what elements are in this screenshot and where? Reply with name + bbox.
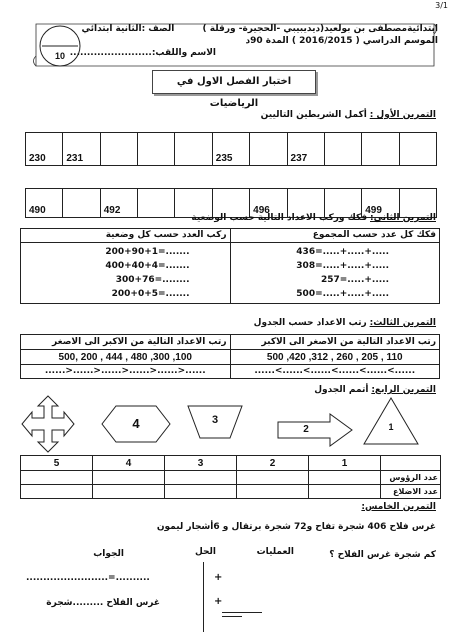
answer-sentence[interactable]: غرس الفلاح .........شجرة — [46, 598, 160, 608]
decompose-item[interactable]: 436=.....+.....+..... — [296, 247, 389, 257]
shapes-col-5: 5 — [21, 456, 93, 471]
ordering-blanks-row — [21, 365, 440, 379]
ex3-heading — [136, 318, 436, 329]
ordering-table — [20, 334, 440, 379]
vertices-label: عدد الرؤوس — [381, 471, 441, 485]
strip-2-cell[interactable]: 492 — [100, 189, 137, 218]
strip-2-cell[interactable]: 496 — [250, 189, 287, 218]
strip-1-cell[interactable] — [138, 133, 175, 166]
addition-line — [222, 612, 262, 613]
strip-2-cell[interactable] — [63, 189, 100, 218]
sides-row — [21, 485, 441, 499]
solution-divider — [203, 562, 204, 632]
sides-cell[interactable] — [309, 485, 381, 499]
ex3-title: التمرين الثالث: — [369, 318, 436, 328]
vertices-cell[interactable] — [237, 471, 309, 485]
ascending-numbers: 500 ,420 ,312 , 260 , 205 , 110 — [230, 350, 440, 365]
exam-title: اختبار الفصل الاول في الرياضيات — [176, 76, 292, 109]
ex5-question: كم شجرة غرس الفلاح ؟ — [329, 550, 436, 560]
arrow-shape — [276, 410, 356, 450]
ex5-heading — [136, 502, 436, 513]
triangle-label: 1 — [388, 422, 394, 432]
col-solution: الحل — [195, 547, 216, 557]
strip-1-cell[interactable] — [324, 133, 361, 166]
plus-sign-1: + — [214, 572, 223, 583]
ordering-numbers-row — [21, 350, 440, 365]
ordering-header-row — [21, 335, 440, 350]
ordering-col-right: رتب الاعداد التالية من الاصغر الى الاكبر — [230, 335, 440, 350]
vertices-cell[interactable] — [309, 471, 381, 485]
answer-equation-line[interactable]: ........................=.......... — [26, 573, 150, 583]
ex4-heading — [136, 385, 436, 396]
strip-1-cell[interactable]: 230 — [26, 133, 63, 166]
ex4-instruction: أتمم الجدول — [314, 385, 369, 395]
shapes-col-4: 4 — [93, 456, 165, 471]
number-strip-1 — [25, 132, 437, 166]
vertices-cell[interactable] — [93, 471, 165, 485]
school-year: الموسم الدراسي ( 2016/2015 ) المدة 90د — [245, 36, 438, 46]
decompose-col-right: فكك كل عدد حسب المجموع — [230, 229, 440, 243]
addition-line-short — [222, 616, 242, 617]
ordering-col-left: رتب الاعداد التالية من الاكبر الى الاصغر — [21, 335, 231, 350]
col-operations: العمليات — [256, 547, 294, 557]
triangle-shape — [362, 396, 420, 446]
ex5-problem: غرس فلاح 406 شجرة تفاح و72 شجرة برتقال و 6أشجار ليمون — [156, 522, 436, 532]
strip-1-cell[interactable] — [250, 133, 287, 166]
plus-sign-2: + — [214, 596, 223, 607]
decompose-item[interactable]: 500=.....+.....+..... — [296, 289, 389, 299]
sides-cell[interactable] — [93, 485, 165, 499]
ex1-instruction: أكمل الشريطين التاليين — [260, 110, 367, 120]
compose-item[interactable]: 200+0+5=....... — [111, 289, 190, 299]
vertices-cell[interactable] — [21, 471, 93, 485]
sides-label: عدد الاضلاع — [381, 485, 441, 499]
shapes-col-2: 2 — [237, 456, 309, 471]
strip-2-cell[interactable]: 499 — [362, 189, 399, 218]
decompose-table — [20, 228, 440, 304]
trapezoid-shape — [186, 404, 244, 440]
strip-1-cell[interactable] — [100, 133, 137, 166]
compose-left-cell — [21, 243, 231, 304]
shapes-col-3: 3 — [165, 456, 237, 471]
ex1-heading — [136, 110, 436, 121]
shapes-corner-cell — [381, 456, 441, 471]
hexagon-shape — [100, 404, 172, 444]
vertices-cell[interactable] — [165, 471, 237, 485]
strip-1-row — [26, 133, 437, 166]
shapes-col-1: 1 — [309, 456, 381, 471]
sides-cell[interactable] — [21, 485, 93, 499]
hexagon-label: 4 — [132, 416, 140, 431]
decompose-col-left: ركب العدد حسب كل وضعية — [21, 229, 231, 243]
decompose-row — [21, 243, 440, 304]
descending-blanks[interactable]: ......>......>......>......>......>...... — [21, 365, 231, 379]
compose-item[interactable]: 400+40+4=....... — [105, 261, 190, 271]
descending-numbers: 500, 200 , 444 , 480 ,300 ,100 — [21, 350, 231, 365]
student-name-field: الاسم واللقب:........................ — [69, 48, 216, 58]
score-total: 10 — [54, 51, 65, 61]
four-way-arrow-icon — [18, 392, 78, 456]
strip-2-cell[interactable]: 490 — [26, 189, 63, 218]
decompose-item[interactable]: 308=.....+.....+..... — [296, 261, 389, 271]
vertices-row — [21, 471, 441, 485]
ex3-instruction: رتب الاعداد حسب الجدول — [253, 318, 367, 328]
ex4-title: التمرين الرابع: — [371, 385, 436, 395]
page-corner-mark: 3/1 — [435, 1, 448, 10]
compose-item[interactable]: 200+90+1=....... — [105, 247, 190, 257]
ex5-title: التمرين الخامس: — [361, 502, 436, 512]
trapezoid-label: 3 — [211, 414, 219, 426]
strip-1-cell[interactable] — [362, 133, 399, 166]
decompose-item[interactable]: 257=.....+..... — [320, 275, 389, 285]
compose-item[interactable]: 300+76=........ — [115, 275, 190, 285]
sides-cell[interactable] — [237, 485, 309, 499]
strip-1-cell[interactable] — [399, 133, 436, 166]
strip-1-cell[interactable] — [175, 133, 212, 166]
school-info: ابتدائيةمصطفى بن بولعيد(ديديبيبي -الحجيرة- ورقلة ) الصف :الثانية ابتدائي — [81, 24, 438, 34]
arrow-label: 2 — [303, 424, 309, 435]
triangle-icon — [362, 396, 420, 446]
decompose-header-row — [21, 229, 440, 243]
strip-1-cell[interactable]: 235 — [212, 133, 249, 166]
shapes-table — [20, 455, 441, 499]
ex2-title: التمرين الثاني: — [370, 213, 436, 223]
shapes-header-row — [21, 456, 441, 471]
sides-cell[interactable] — [165, 485, 237, 499]
score-circle-icon — [38, 24, 82, 68]
strip-1-cell[interactable]: 231 — [63, 133, 100, 166]
decompose-right-cell — [230, 243, 440, 304]
strip-1-cell[interactable]: 237 — [287, 133, 324, 166]
score-box — [38, 24, 82, 68]
col-answer: الجواب — [93, 549, 124, 559]
ex2-heading — [116, 213, 436, 224]
ex1-title: التمرين الأول : — [369, 110, 436, 120]
exam-title-box — [152, 70, 316, 109]
ascending-blanks[interactable]: ......<......<......<......<......<...... — [230, 365, 440, 379]
ex2-instruction: فكك وركب الاعداد التالية حسب الوضعية — [191, 213, 368, 223]
